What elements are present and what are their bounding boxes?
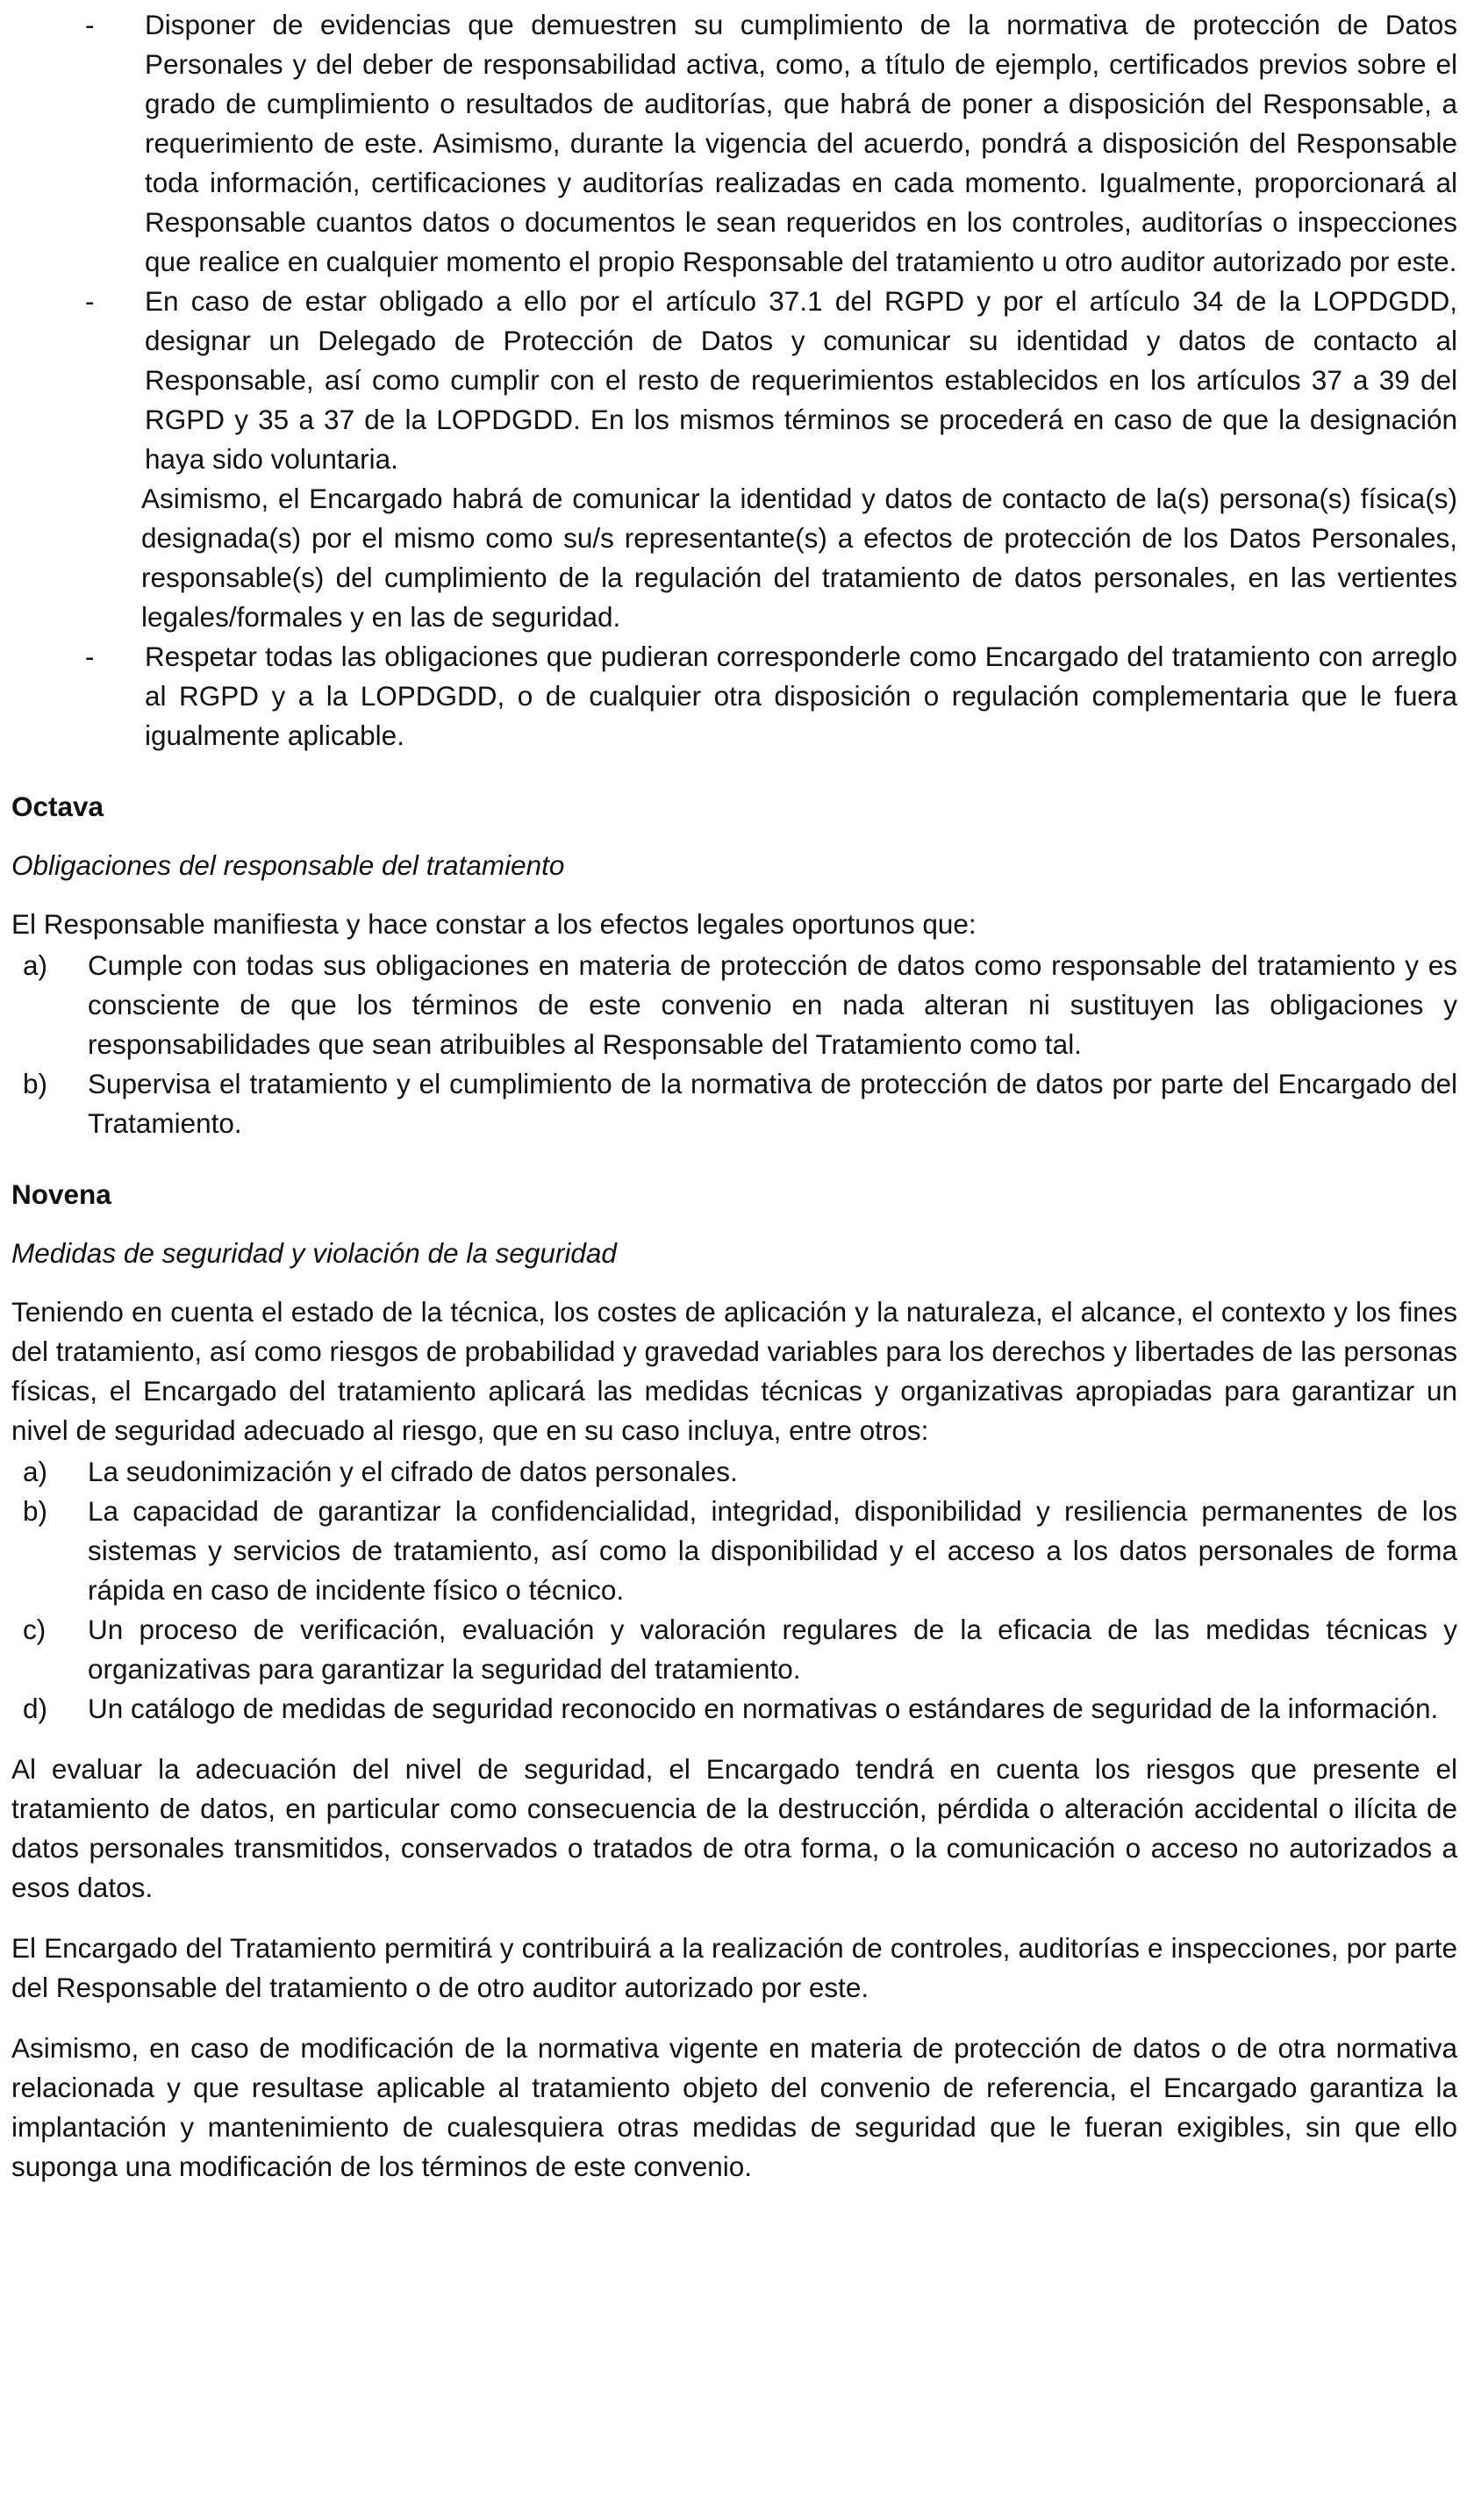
list-marker: a) xyxy=(23,949,48,981)
list-item xyxy=(11,1492,1457,1610)
list-item xyxy=(11,637,1457,755)
list-marker: - xyxy=(85,641,95,672)
list-item xyxy=(11,1064,1457,1143)
section-octava xyxy=(11,787,1457,1143)
list-item xyxy=(11,5,1457,282)
body-paragraph: Al evaluar la adecuación del nivel de seguridad, el Encargado tendrá en cuenta los riesgos que presente el tratamiento de datos, en particular como consecuencia de la destrucción, pérdida o alteración accidental o ilícita de datos personales transmitidos, conservados o tratados de otra forma, o la comunicación o acceso no autorizados a esos datos. xyxy=(11,1753,1457,1903)
list-marker: d) xyxy=(23,1693,48,1724)
list-item-text: La seudonimización y el cifrado de datos personales. xyxy=(88,1456,738,1487)
list-item-text: Un proceso de verificación, evaluación y valoración regulares de la eficacia de las medidas técnicas y organizativas para garantizar la seguridad del tratamiento. xyxy=(88,1614,1457,1685)
list-item-continuation: Asimismo, el Encargado habrá de comunicar la identidad y datos de contacto de la(s) persona(s) física(s) designada(s) por el mismo como su/s representante(s) a efectos de protección de los Datos Personales, responsable(s) del cumplimiento de la regulación del tratamiento de datos personales, en las vertientes legales/formales y en las de seguridad. xyxy=(141,483,1457,633)
list-item-text: La capacidad de garantizar la confidencialidad, integridad, disponibilidad y resiliencia permanentes de los sistemas y servicios de tratamiento, así como la disponibilidad y el acceso a los datos personales de forma rápida en caso de incidente físico o técnico. xyxy=(88,1495,1457,1606)
list-item-text: Cumple con todas sus obligaciones en materia de protección de datos como responsable del tratamiento y es consciente de que los términos de este convenio en nada alteran ni sustituyen las obligaciones y responsabilidades que sean atribuibles al Responsable del Tratamiento como tal. xyxy=(88,949,1457,1060)
list-item-text: Disponer de evidencias que demuestren su cumplimiento de la normativa de protección de Datos Personales y del deber de responsabilidad activa, como, a título de ejemplo, certificados previos sobre el grado de cumplimiento o resultados de auditorías, que habrá de poner a disposición del Responsable, a requerimiento de este. Asimismo, durante la vigencia del acuerdo, pondrá a disposición del Responsable toda información, certificaciones y auditorías realizadas en cada momento. Igualmente, proporcionará al Responsable cuantos datos o documentos le sean requeridos en los controles, auditorías o inspecciones que realice en cualquier momento el propio Responsable del tratamiento u otro auditor autorizado por este. xyxy=(145,9,1457,277)
section-intro: El Responsable manifiesta y hace constar a los efectos legales oportunos que: xyxy=(11,908,977,940)
list-item-text: Supervisa el tratamiento y el cumplimiento de la normativa de protección de datos por parte del Encargado del Tratamiento. xyxy=(88,1068,1457,1139)
list-item xyxy=(11,1610,1457,1689)
list-item-text: Un catálogo de medidas de seguridad reconocido en normativas o estándares de seguridad de la información. xyxy=(88,1693,1439,1724)
section-subheading: Obligaciones del responsable del tratamiento xyxy=(11,849,565,881)
list-marker: - xyxy=(85,9,95,40)
list-item xyxy=(11,282,1457,479)
section-heading: Novena xyxy=(11,1178,111,1210)
list-marker: a) xyxy=(23,1456,48,1487)
list-marker: c) xyxy=(23,1614,47,1645)
section-novena xyxy=(11,1175,1457,2187)
list-item-text: Respetar todas las obligaciones que pudieran corresponderle como Encargado del tratamiento con arreglo al RGPD y a la LOPDGDD, o de cualquier otra disposición o regulación complementaria que le fuera igualmente aplicable. xyxy=(145,641,1457,751)
lettered-list xyxy=(11,946,1457,1143)
list-item xyxy=(11,1689,1457,1729)
list-item xyxy=(11,946,1457,1064)
list-item xyxy=(11,1452,1457,1492)
document-body xyxy=(11,5,1457,2187)
lettered-list xyxy=(11,1452,1457,1729)
list-marker: - xyxy=(85,285,95,317)
section-intro: Teniendo en cuenta el estado de la técnica, los costes de aplicación y la naturaleza, el alcance, el contexto y los fines del tratamiento, así como riesgos de probabilidad y gravedad variables para los derechos y libertades de las personas físicas, el Encargado del tratamiento aplicará las medidas técnicas y organizativas apropiadas para garantizar un nivel de seguridad adecuado al riesgo, que en su caso incluya, entre otros: xyxy=(11,1296,1457,1446)
section-heading: Octava xyxy=(11,791,104,822)
body-paragraph: Asimismo, en caso de modificación de la normativa vigente en materia de protección de datos o de otra normativa relacionada y que resultase aplicable al tratamiento objeto del convenio de referencia, el Encargado garantiza la implantación y mantenimiento de cualesquiera otras medidas de seguridad que le fueran exigibles, sin que ello suponga una modificación de los términos de este convenio. xyxy=(11,2032,1457,2182)
body-paragraph: El Encargado del Tratamiento permitirá y contribuirá a la realización de controles, auditorías e inspecciones, por parte del Responsable del tratamiento o de otro auditor autorizado por este. xyxy=(11,1932,1457,2003)
list-marker: b) xyxy=(23,1495,48,1527)
section-subheading: Medidas de seguridad y violación de la seguridad xyxy=(11,1237,617,1269)
obligations-dash-list xyxy=(11,5,1457,755)
list-marker: b) xyxy=(23,1068,48,1099)
list-item-text: En caso de estar obligado a ello por el artículo 37.1 del RGPD y por el artículo 34 de la LOPDGDD, designar un Delegado de Protección de Datos y comunicar su identidad y datos de contacto al Responsable, así como cumplir con el resto de requerimientos establecidos en los artículos 37 a 39 del RGPD y 35 a 37 de la LOPDGDD. En los mismos términos se procederá en caso de que la designación haya sido voluntaria. xyxy=(145,285,1457,475)
